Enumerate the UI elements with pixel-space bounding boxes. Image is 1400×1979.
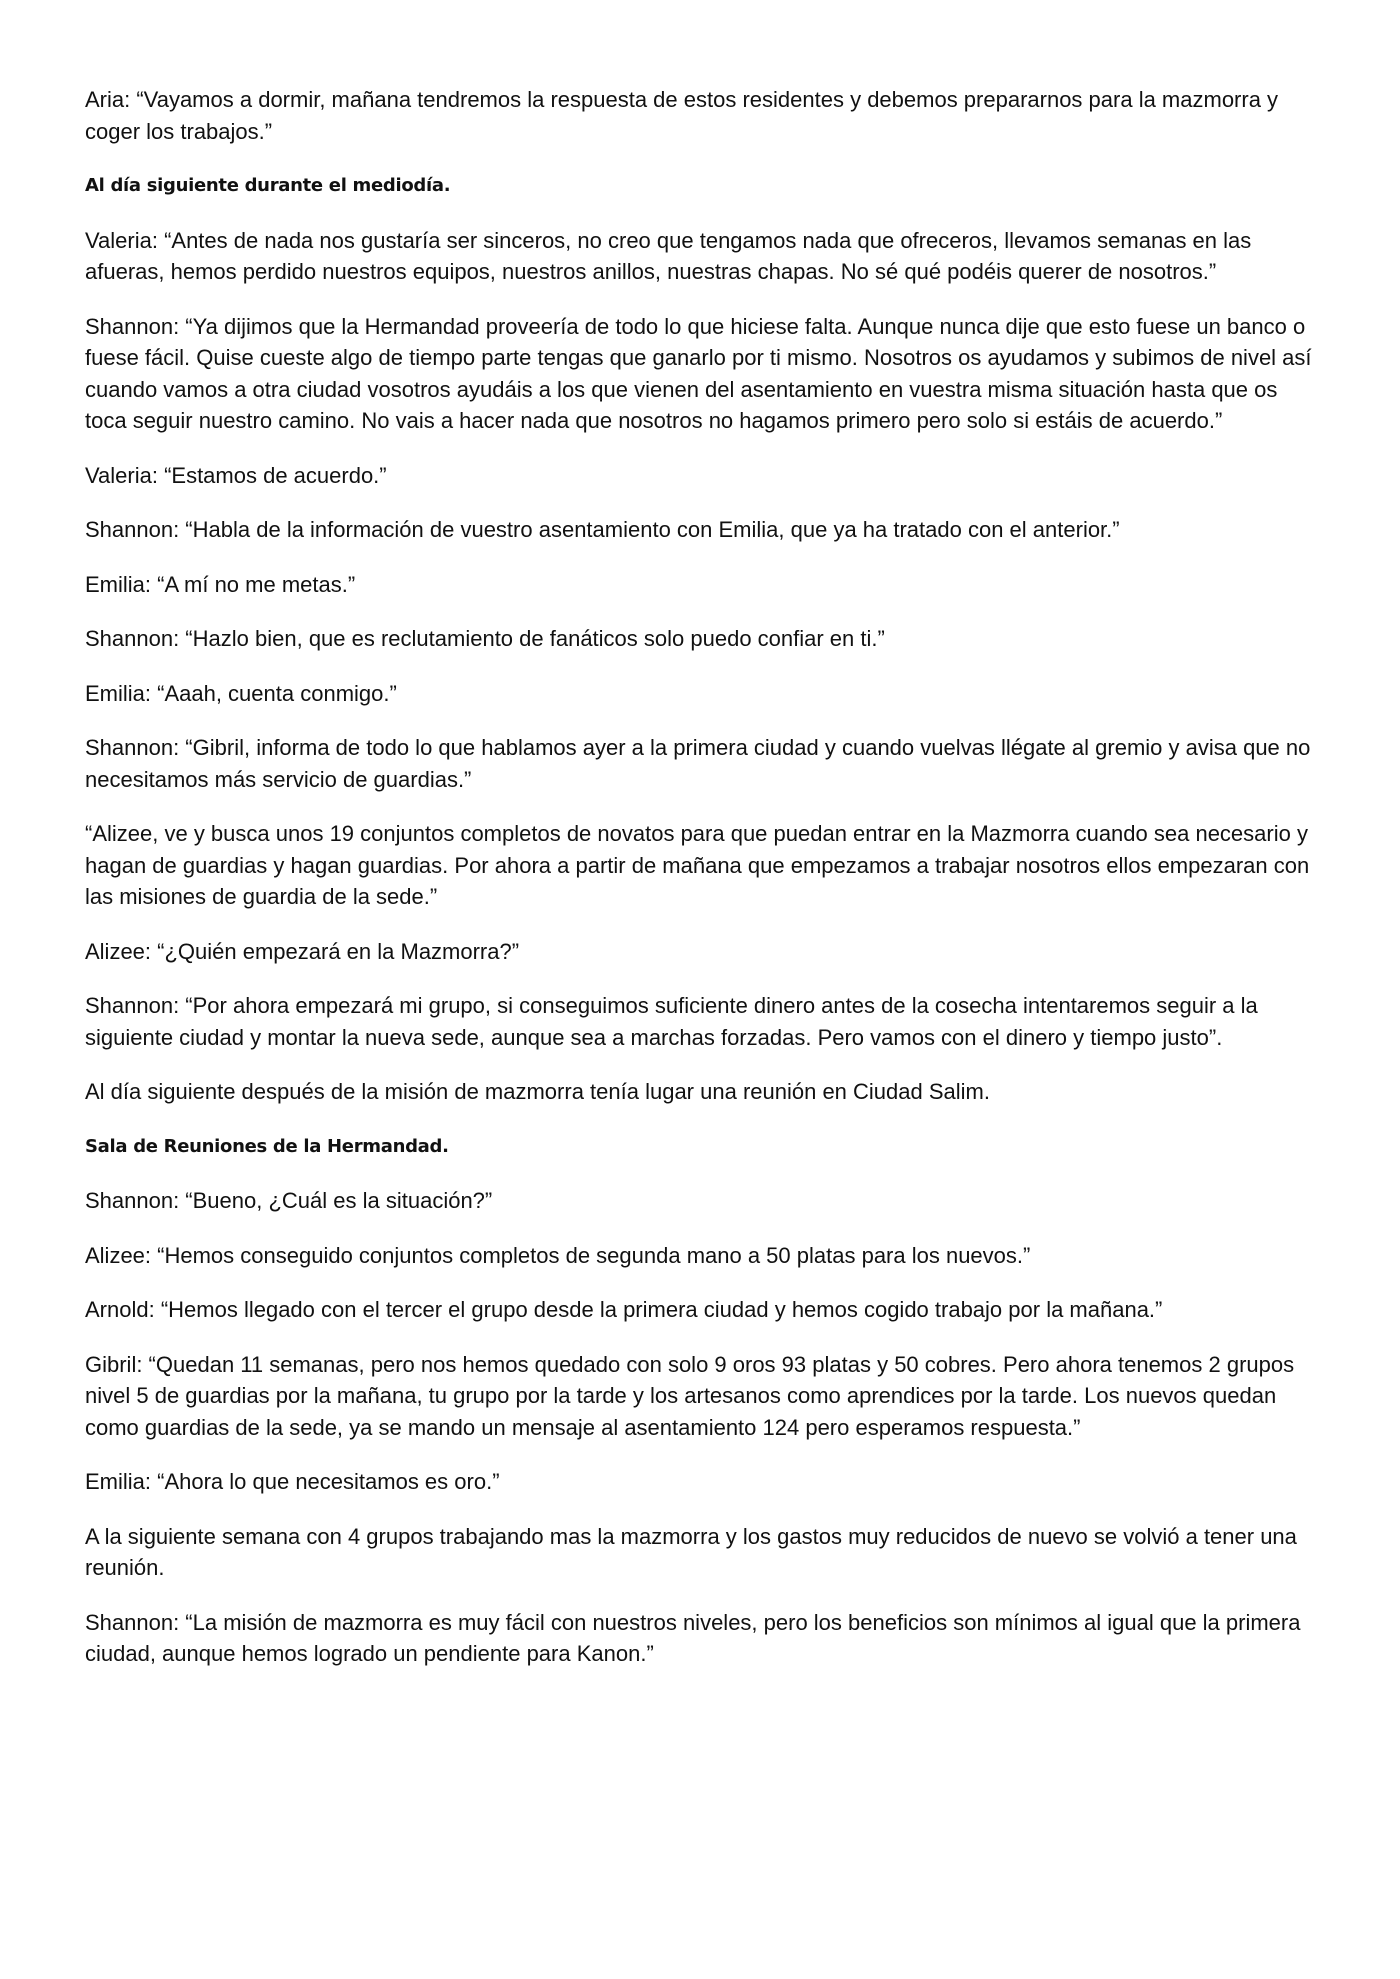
paragraph-valeria-agree: Valeria: “Estamos de acuerdo.”: [85, 462, 387, 488]
paragraph-valeria-sincere: Valeria: “Antes de nada nos gustaría ser sinceros, no creo que tengamos nada que ofreceros, llevamos semanas en las afueras, hemos perdido nuestros equipos, nuestros anillos, nuestras chapas. No sé qué podéis querer de nosotros.”: [85, 227, 1252, 284]
paragraph-aria-sleep: Aria: “Vayamos a dormir, mañana tendremos la respuesta de estos residentes y debemos prepararnos para la mazmorra y coger los trabajos.”: [85, 87, 1279, 144]
paragraph-shannon-emilia: Shannon: “Habla de la información de vuestro asentamiento con Emilia, que ya ha tratado con el anterior.”: [85, 517, 1120, 542]
scene-heading-meeting-room: Sala de Reuniones de la Hermandad.: [85, 1135, 449, 1157]
paragraph-alizee-question: Alizee: “¿Quién empezará en la Mazmorra?”: [85, 938, 520, 964]
paragraph-alizee-sets: Alizee: “Hemos conseguido conjuntos completos de segunda mano a 50 platas para los nuevos.”: [85, 1242, 1031, 1268]
paragraph-emilia-refuse: Emilia: “A mí no me metas.”: [85, 571, 356, 597]
paragraph-shannon-dungeon: Shannon: “La misión de mazmorra es muy fácil con nuestros niveles, pero los beneficios son mínimos al igual que la primera ciudad, aunque hemos logrado un pendiente para Kanon.”: [85, 1609, 1301, 1666]
paragraph-narration-next-day: Al día siguiente después de la misión de mazmorra tenía lugar una reunión en Ciudad Salim.: [85, 1079, 990, 1104]
paragraph-shannon-trust: Shannon: “Hazlo bien, que es reclutamiento de fanáticos solo puedo confiar en ti.”: [85, 626, 885, 651]
paragraph-shannon-gibril: Shannon: “Gibril, informa de todo lo que hablamos ayer a la primera ciudad y cuando vuelvas llégate al gremio y avisa que no necesitamos más servicio de guardias.”: [85, 735, 1311, 792]
paragraph-shannon-brotherhood: Shannon: “Ya dijimos que la Hermandad proveería de todo lo que hiciese falta. Aunque nunca dije que esto fuese un banco o fuese fácil. Quise cueste algo de tiempo parte tengas que ganarlo por ti mismo. Nosotros os ayudamos y subimos de nivel así cuando vamos a otra ciudad vosotros ayudáis a los que vienen del asentamiento en vuestra misma situación hasta que os toca seguir nuestro camino. No vais a hacer nada que nosotros no hagamos primero pero solo si estáis de acuerdo.”: [85, 313, 1312, 433]
paragraph-emilia-accept: Emilia: “Aaah, cuenta conmigo.”: [85, 680, 397, 706]
paragraph-narration-next-week: A la siguiente semana con 4 grupos trabajando mas la mazmorra y los gastos muy reducidos de nuevo se volvió a tener una reunión.: [85, 1523, 1297, 1580]
document-page: [85, 84, 1325, 1693]
paragraph-shannon-situation: Shannon: “Bueno, ¿Cuál es la situación?”: [85, 1188, 493, 1213]
paragraph-gibril-report: Gibril: “Quedan 11 semanas, pero nos hemos quedado con solo 9 oros 93 platas y 50 cobres. Pero ahora tenemos 2 grupos nivel 5 de guardias por la mañana, tu grupo por la tarde y los artesanos como aprendices por la tarde. Los nuevos quedan como guardias de la sede, ya se mando un mensaje al asentamiento 124 pero esperamos respuesta.”: [85, 1351, 1295, 1440]
paragraph-shannon-group: Shannon: “Por ahora empezará mi grupo, si conseguimos suficiente dinero antes de la cosecha intentaremos seguir a la siguiente ciudad y montar la nueva sede, aunque sea a marchas forzadas. Pero vamos con el dinero y tiempo justo”.: [85, 993, 1258, 1050]
paragraph-emilia-gold: Emilia: “Ahora lo que necesitamos es oro.”: [85, 1469, 500, 1494]
scene-heading-midday: Al día siguiente durante el mediodía.: [85, 175, 451, 196]
paragraph-arnold-arrival: Arnold: “Hemos llegado con el tercer el grupo desde la primera ciudad y hemos cogido trabajo por la mañana.”: [85, 1297, 1163, 1322]
paragraph-shannon-alizee: “Alizee, ve y busca unos 19 conjuntos completos de novatos para que puedan entrar en la Mazmorra cuando sea necesario y hagan de guardias y hagan guardias. Por ahora a partir de mañana que empezamos a trabajar nosotros ellos empezaran con las misiones de guardia de la sede.”: [85, 821, 1310, 909]
